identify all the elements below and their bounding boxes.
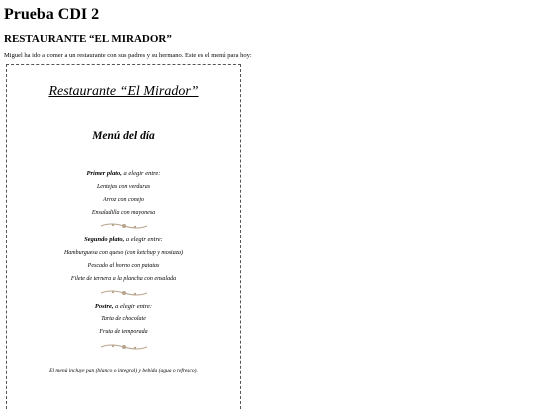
menu-dish: Filete de ternera a la plancha con ensalada [70, 276, 177, 282]
menu-dish: Fruta de temporada [99, 329, 148, 335]
course-subtitle: a elegir entre: [124, 236, 163, 243]
course-heading-second [7, 236, 240, 243]
course-heading-first [7, 170, 240, 177]
menu-footnote: El menú incluye pan (blanco o integral) y bebida (agua o refresco). [49, 368, 198, 374]
menu-dish: Hamburguesa con queso (con ketchup y mostaza) [63, 250, 184, 256]
intro-text: Miguel ha ido a comer a un restaurante con sus padres y su hermano. Este es el menú para hoy: [4, 52, 252, 59]
menu-dish: Arroz con conejo [102, 197, 145, 203]
course-subtitle: a elegir entre: [121, 170, 161, 177]
menu-dish: Tarta de chocolate [101, 316, 146, 322]
menu-dish: Pescado al horno con patatas [87, 263, 160, 269]
course-subtitle: a elegir entre: [113, 303, 153, 310]
menu-heading: Menú del día [92, 130, 155, 142]
menu-dish: Ensaladilla con mayonesa [91, 210, 156, 216]
page-title: Prueba CDI 2 [4, 6, 100, 23]
menu-card [6, 64, 241, 409]
course-heading-dessert [7, 303, 240, 310]
floral-ornament-icon [7, 343, 240, 351]
restaurant-name: Restaurante “El Mirador” [48, 84, 199, 99]
menu-dish: Lentejas con verduras [96, 184, 151, 190]
floral-ornament-icon [7, 289, 240, 297]
floral-ornament-icon [7, 222, 240, 230]
page-subtitle: RESTAURANTE “EL MIRADOR” [4, 33, 172, 45]
course-title: Primer plato, [86, 170, 122, 177]
course-title: Segundo plato, [84, 236, 125, 243]
course-title: Postre, [94, 303, 114, 310]
